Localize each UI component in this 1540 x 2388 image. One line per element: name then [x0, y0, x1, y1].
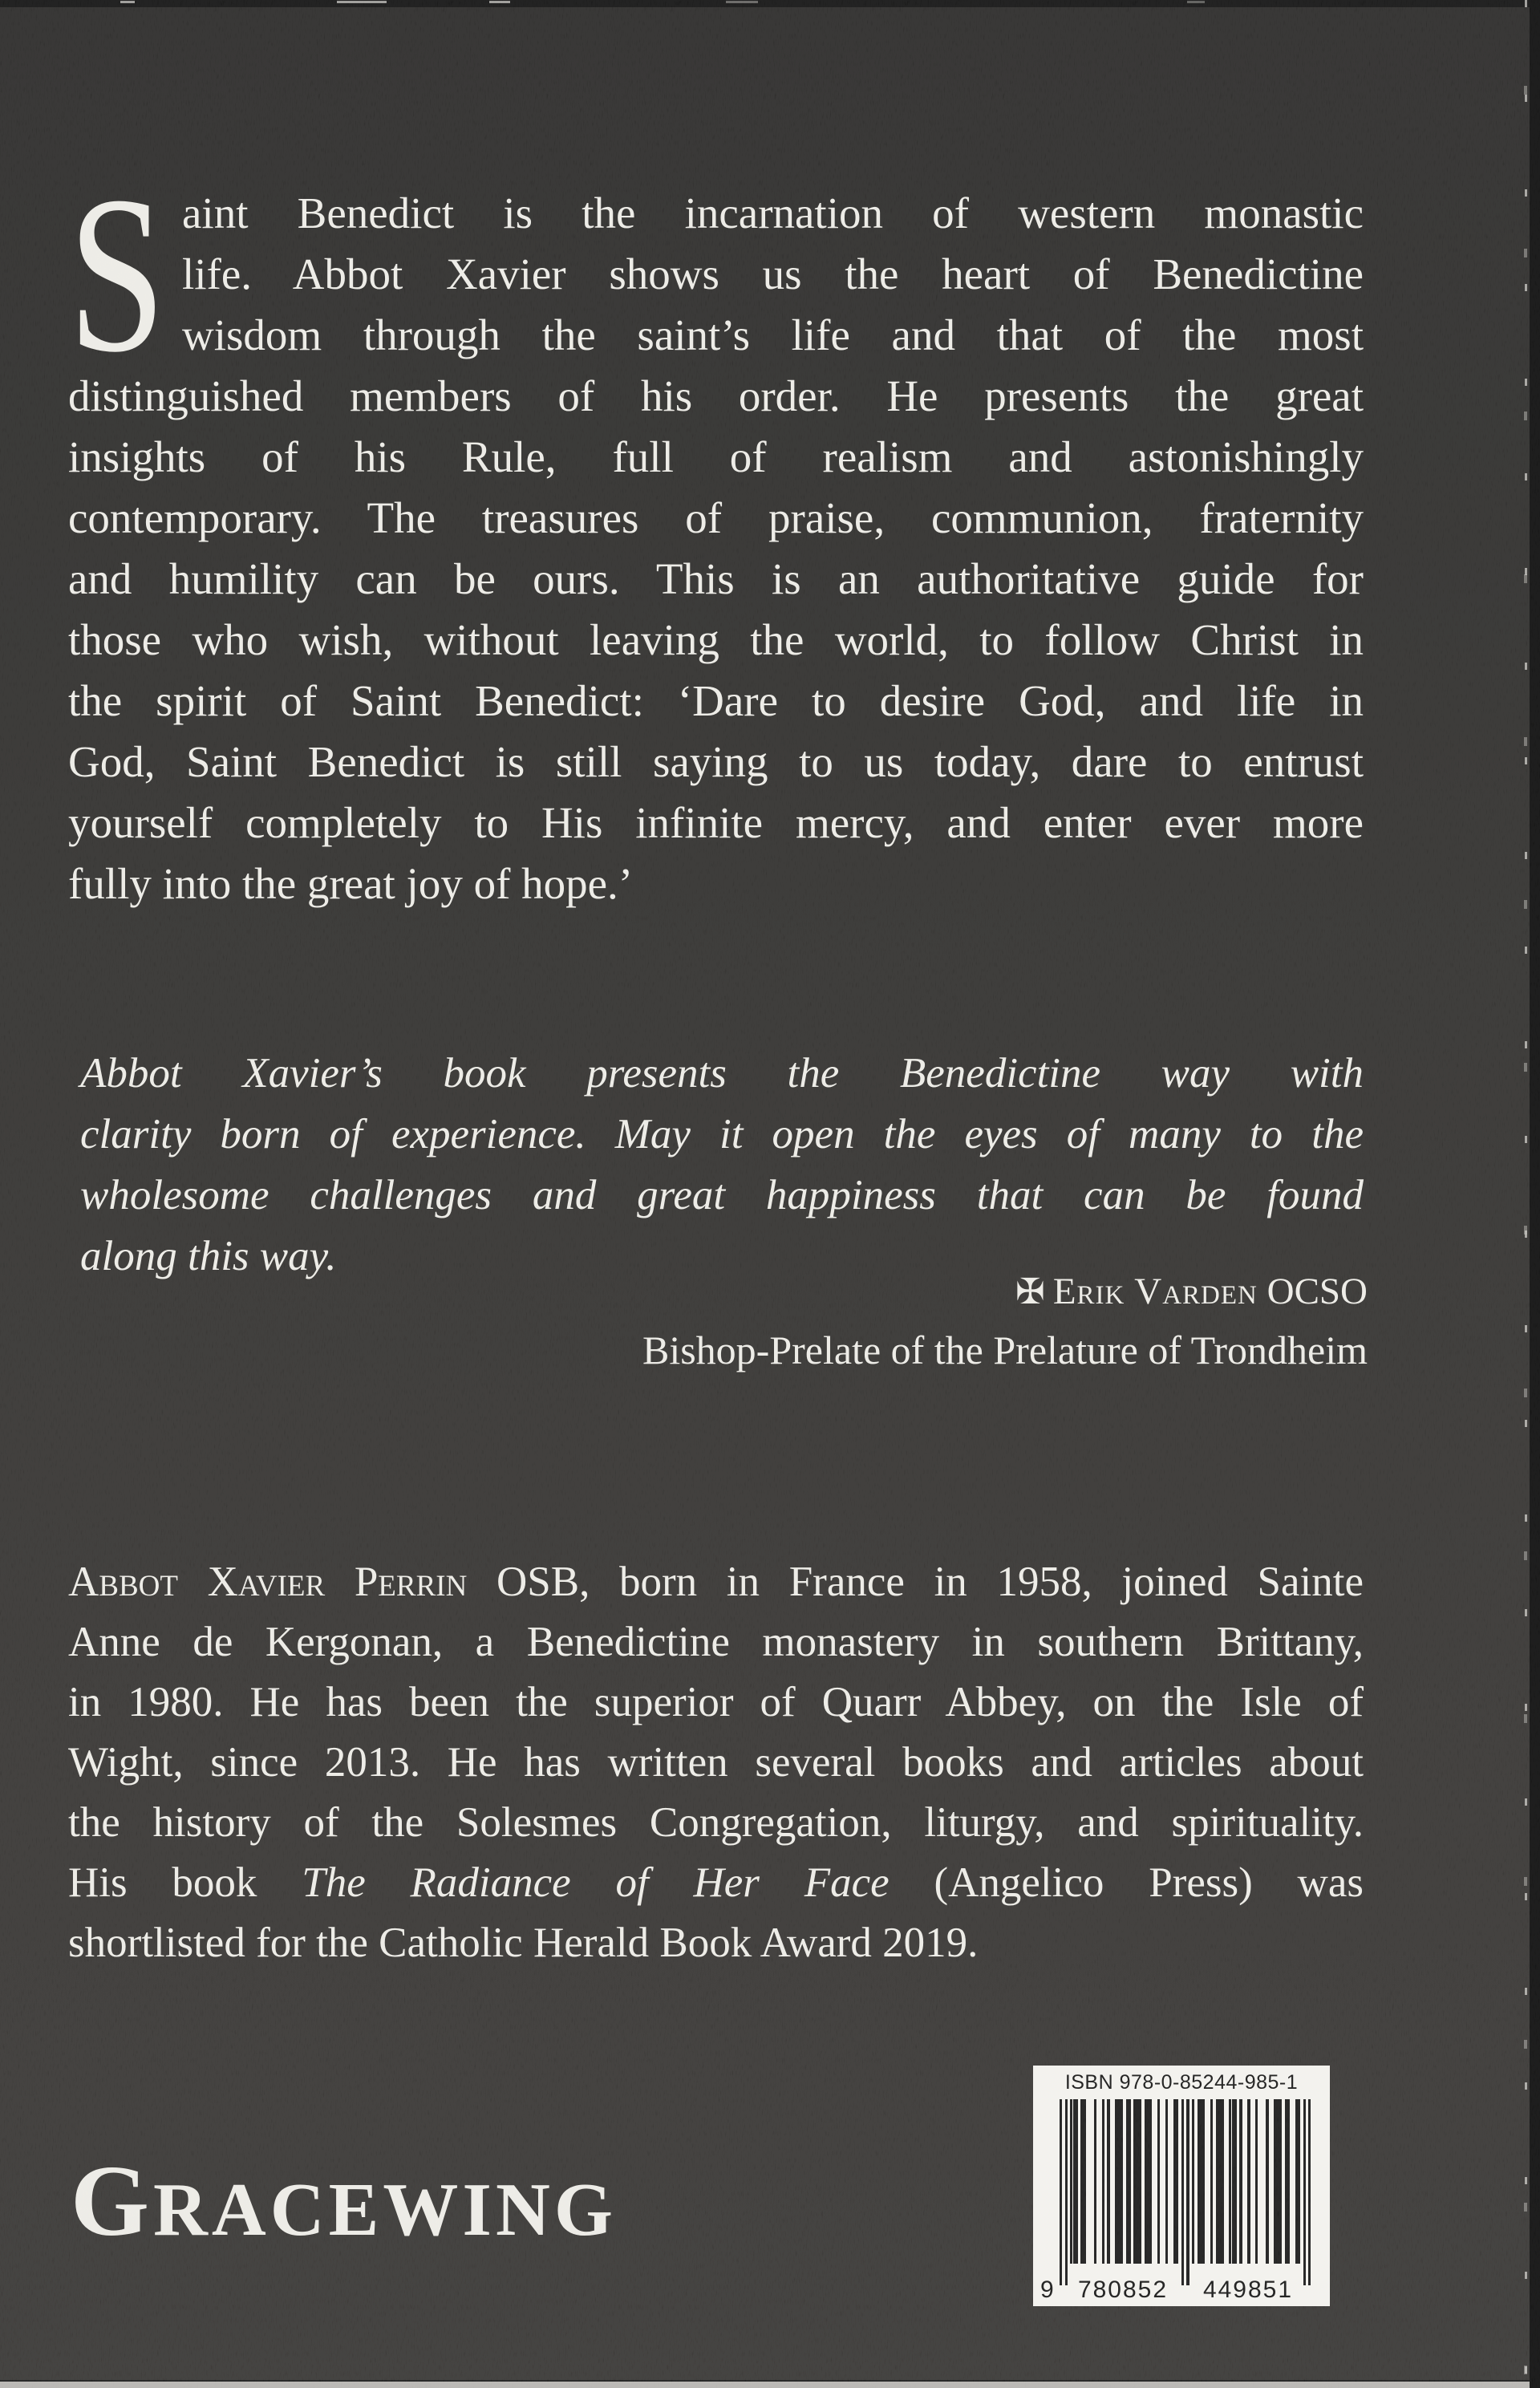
- bio-line-text: His book: [68, 1859, 302, 1906]
- bio-line: [68, 1552, 1364, 1612]
- barcode-bar: [1192, 2099, 1194, 2264]
- bio-line-text: (Angelico Press) was: [889, 1859, 1364, 1906]
- endorsement-quote: [80, 1043, 1364, 1287]
- quote-line: clarity born of experience. May it open the eyes of many to the: [80, 1111, 1364, 1158]
- barcode-bar: [1298, 2099, 1300, 2264]
- barcode-bar: [1065, 2099, 1068, 2285]
- publisher-name: RACEWING: [153, 2168, 617, 2252]
- barcode-bar: [1102, 2099, 1104, 2264]
- barcode-bar: [1139, 2099, 1141, 2264]
- barcode-bar: [1287, 2099, 1290, 2264]
- quote-line: Abbot Xavier’s book presents the Benedictine way with: [80, 1050, 1364, 1097]
- cross-icon: ✠: [1015, 1272, 1045, 1312]
- barcode-digit-first: 9: [1040, 2277, 1054, 2303]
- isbn-label: ISBN 978-0-85244-985-1: [1064, 2071, 1299, 2094]
- barcode-bar: [1176, 2099, 1178, 2264]
- barcode-bar: [1181, 2099, 1184, 2285]
- barcode-bar: [1210, 2099, 1213, 2264]
- barcode-bar: [1186, 2099, 1189, 2285]
- blurb-line: wisdom through the saint’s life and that of the most: [182, 310, 1364, 359]
- attribution-role: Bishop-Prelate of the Prelature of Trondheim: [642, 1328, 1368, 1372]
- barcode-bar: [1247, 2099, 1250, 2264]
- scan-scratch: [120, 1, 135, 3]
- publisher-logo: [71, 2146, 617, 2257]
- barcode-bar: [1255, 2099, 1258, 2264]
- barcode-bar: [1107, 2099, 1109, 2264]
- bio-line: in 1980. He has been the superior of Quarr Abbey, on the Isle of: [68, 1679, 1364, 1725]
- scan-right-edge-wear: [1523, 0, 1530, 2388]
- blurb-line: contemporary. The treasures of praise, communion, fraternity: [68, 493, 1364, 542]
- barcode-bar: [1157, 2099, 1160, 2264]
- bio-line: the history of the Solesmes Congregation, liturgy, and spirituality.: [68, 1799, 1364, 1846]
- blurb-line: and humility can be ours. This is an authoritative guide for: [68, 554, 1364, 603]
- blurb-paragraph: [68, 149, 1364, 914]
- scan-scratch: [1187, 1, 1205, 3]
- attribution-name: Erik Varden: [1052, 1271, 1258, 1312]
- bio-line: shortlisted for the Catholic Herald Book Award 2019.: [68, 1920, 979, 1966]
- barcode-bar: [1202, 2099, 1205, 2264]
- barcode-bar: [1084, 2099, 1086, 2264]
- attribution-order-suffix: OCSO: [1257, 1271, 1368, 1312]
- blurb-line: the spirit of Saint Benedict: ‘Dare to desire God, and life in: [68, 676, 1364, 725]
- barcode-bar: [1060, 2099, 1062, 2285]
- bio-line-text: OSB, born in France in 1958, joined Sainte: [467, 1559, 1364, 1605]
- blurb-line: life. Abbot Xavier shows us the heart of Benedictine: [182, 249, 1364, 298]
- blurb-line: insights of his Rule, full of realism and astonishingly: [68, 432, 1364, 481]
- endorsement-attribution: [68, 1266, 1368, 1317]
- barcode-bars: [1060, 2099, 1311, 2285]
- barcode: [1033, 2066, 1330, 2306]
- bio-line: [68, 1853, 1364, 1913]
- barcode-bar: [1266, 2099, 1268, 2264]
- quote-line: wholesome challenges and great happiness that can be found: [80, 1172, 1364, 1218]
- author-bio: [68, 1552, 1364, 1973]
- scan-bottom-edge: [0, 2380, 1540, 2388]
- barcode-bar: [1308, 2099, 1311, 2285]
- scan-scratch: [489, 1, 510, 3]
- blurb-line: distinguished members of his order. He presents the great: [68, 371, 1364, 420]
- blurb-line: fully into the great joy of hope.’: [68, 859, 634, 908]
- barcode-bar: [1076, 2099, 1078, 2264]
- barcode-digits-left: 780852: [1077, 2277, 1169, 2303]
- quote-line: along this way.: [80, 1233, 337, 1279]
- drop-cap-letter: S: [68, 149, 166, 399]
- barcode-bar: [1129, 2099, 1131, 2264]
- barcode-bar: [1239, 2099, 1242, 2264]
- author-name: Abbot Xavier Perrin: [68, 1559, 468, 1605]
- barcode-digits-right: 449851: [1202, 2277, 1294, 2303]
- barcode-bar: [1165, 2099, 1168, 2264]
- blurb-line: yourself completely to His infinite mercy, and enter ever more: [68, 798, 1364, 847]
- book-title: The Radiance of Her Face: [302, 1859, 890, 1906]
- scan-top-edge: [0, 0, 1540, 7]
- barcode-bar: [1094, 2099, 1096, 2264]
- scan-scratch: [337, 1, 387, 3]
- barcode-bar: [1221, 2099, 1223, 2264]
- barcode-bar: [1279, 2099, 1282, 2264]
- barcode-bar: [1234, 2099, 1237, 2264]
- scan-scratch: [726, 1, 758, 3]
- scan-right-edge: [1530, 0, 1540, 2388]
- blurb-line: God, Saint Benedict is still saying to us today, dare to entrust: [68, 737, 1364, 786]
- barcode-bar: [1121, 2099, 1123, 2264]
- blurb-line: aint Benedict is the incarnation of western monastic: [182, 189, 1364, 237]
- bio-line: Anne de Kergonan, a Benedictine monastery in southern Brittany,: [68, 1619, 1364, 1665]
- drop-cap: [68, 149, 182, 399]
- bio-line: Wight, since 2013. He has written several books and articles about: [68, 1739, 1364, 1786]
- barcode-bar: [1149, 2099, 1152, 2264]
- barcode-bar: [1303, 2099, 1306, 2285]
- publisher-initial: G: [71, 2146, 154, 2257]
- blurb-line: those who wish, without leaving the world, to follow Christ in: [68, 615, 1364, 664]
